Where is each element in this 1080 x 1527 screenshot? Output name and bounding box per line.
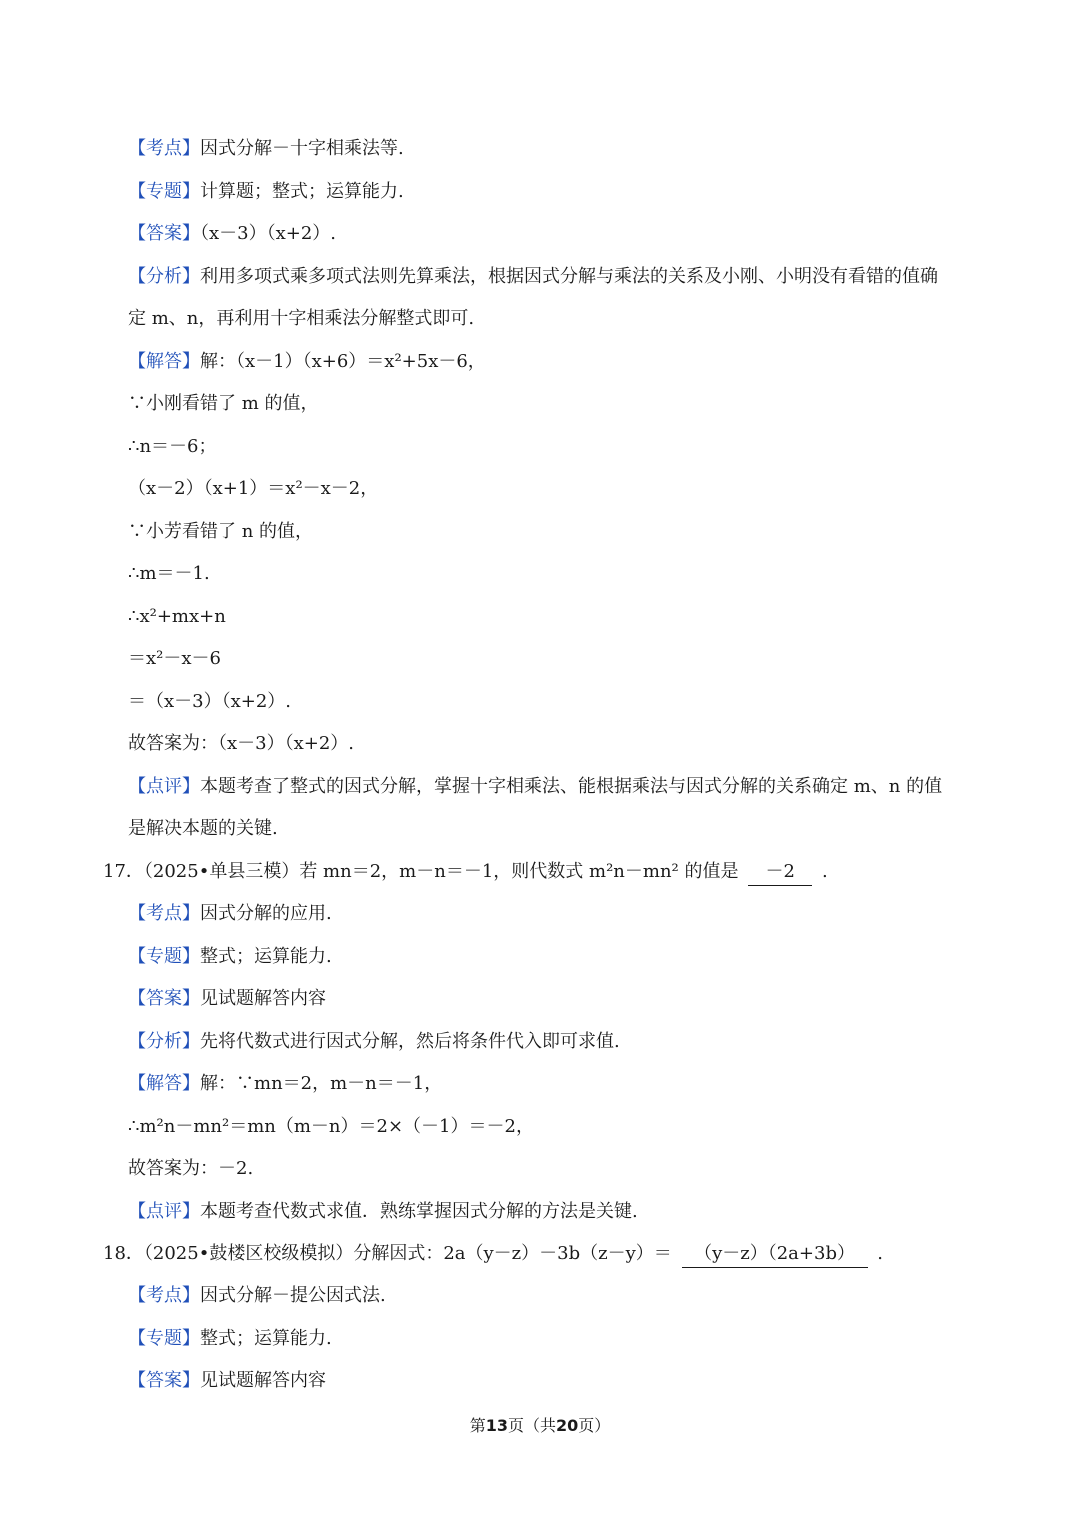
line-text: ＝x²－x－6 <box>128 648 221 669</box>
line-text: 本题考查了整式的因式分解，掌握十字相乘法、能根据乘法与因式分解的关系确定 m、n 的值 <box>200 776 943 797</box>
footer-mid: 页（共 <box>507 1416 556 1435</box>
question-end: . <box>877 1243 883 1264</box>
line-text: 整式；运算能力. <box>200 946 332 967</box>
doc-line <box>128 262 938 292</box>
question-end: . <box>821 861 828 882</box>
section-tag: 【考点】 <box>128 903 200 924</box>
doc-line <box>128 644 221 674</box>
section-tag: 【解答】 <box>128 1073 200 1094</box>
section-tag: 【专题】 <box>128 1328 200 1349</box>
line-text: 见试题解答内容 <box>200 1370 326 1391</box>
section-tag: 【专题】 <box>128 946 200 967</box>
doc-line <box>128 984 326 1014</box>
question-stem: 18．（2025•鼓楼区校级模拟）分解因式：2a（y－z）－3b（z－y）＝ <box>103 1243 672 1264</box>
line-text: 见试题解答内容 <box>200 988 326 1009</box>
doc-line <box>128 602 226 632</box>
line-text: 因式分解－提公因式法. <box>200 1285 386 1306</box>
doc-line <box>128 347 486 377</box>
line-text: 故答案为：（x－3）（x+2）. <box>128 733 355 754</box>
section-tag: 【点评】 <box>128 1201 200 1222</box>
section-tag: 【点评】 <box>128 776 200 797</box>
page-number: 13 <box>485 1416 508 1435</box>
section-tag: 【分析】 <box>128 1031 200 1052</box>
doc-line <box>128 134 404 164</box>
doc-line <box>128 687 291 717</box>
line-text: （x－3）（x+2）. <box>200 223 337 244</box>
doc-line <box>128 942 332 972</box>
question-stem: 17．（2025•单县三模）若 mn＝2，m－n＝－1，则代数式 m²n－mn² 的值是 <box>103 861 739 882</box>
line-text: ∴n＝－6； <box>128 436 217 457</box>
line-text: ∴m＝－1. <box>128 563 210 584</box>
line-text: 本题考查代数式求值．熟练掌握因式分解的方法是关键. <box>200 1201 638 1222</box>
answer-blank: （y－z）（2a+3b） <box>682 1241 868 1268</box>
doc-line <box>128 432 217 462</box>
line-text: 因式分解－十字相乘法等. <box>200 138 404 159</box>
doc-line <box>128 1324 332 1354</box>
page-total: 20 <box>556 1416 579 1435</box>
line-text: 计算题；整式；运算能力. <box>200 181 404 202</box>
line-text: ∴x²+mx+n <box>128 606 226 627</box>
doc-line <box>128 177 404 207</box>
doc-line <box>128 474 378 504</box>
line-text: ＝（x－3）（x+2）. <box>128 691 292 712</box>
line-text: 先将代数式进行因式分解，然后将条件代入即可求值. <box>200 1031 620 1052</box>
section-tag: 【解答】 <box>128 351 200 372</box>
question-18 <box>103 1239 883 1269</box>
footer-suffix: 页） <box>578 1416 611 1435</box>
line-text: 利用多项式乘多项式法则先算乘法，根据因式分解与乘法的关系及小刚、小明没有看错的值确 <box>200 266 938 287</box>
section-tag: 【答案】 <box>128 988 200 1009</box>
doc-line <box>128 1154 253 1184</box>
line-text: （x－2）（x+1）＝x²－x－2， <box>128 478 379 499</box>
doc-line <box>128 1366 326 1396</box>
section-tag: 【考点】 <box>128 1285 200 1306</box>
doc-line <box>128 772 942 802</box>
footer-prefix: 第 <box>469 1416 486 1435</box>
doc-line <box>128 814 278 844</box>
doc-line <box>128 517 313 547</box>
doc-line <box>128 1112 534 1142</box>
doc-line <box>128 1197 638 1227</box>
doc-line <box>128 389 319 419</box>
section-tag: 【专题】 <box>128 181 200 202</box>
doc-line <box>128 219 336 249</box>
doc-line <box>128 304 474 334</box>
line-text: ∴m²n－mn²＝mn（m－n）＝2×（－1）＝－2， <box>128 1116 534 1137</box>
line-text: 因式分解的应用. <box>200 903 332 924</box>
section-tag: 【答案】 <box>128 223 200 244</box>
doc-line <box>128 1069 442 1099</box>
line-text: 解：（x－1）（x+6）＝x²+5x－6， <box>200 351 486 372</box>
section-tag: 【答案】 <box>128 1370 200 1391</box>
line-text: 解：∵mn＝2，m－n＝－1， <box>200 1073 443 1094</box>
doc-line <box>128 1281 386 1311</box>
line-text: 整式；运算能力. <box>200 1328 332 1349</box>
section-tag: 【考点】 <box>128 138 200 159</box>
doc-line <box>128 559 210 589</box>
doc-line <box>128 1027 620 1057</box>
doc-line <box>128 729 354 759</box>
page-footer <box>0 1414 1080 1438</box>
section-tag: 【分析】 <box>128 266 200 287</box>
answer-blank: －2 <box>748 859 812 886</box>
doc-line <box>128 899 332 929</box>
line-text: 定 m、n，再利用十字相乘法分解整式即可. <box>128 308 475 329</box>
line-text: ∵小刚看错了 m 的值， <box>128 393 319 414</box>
line-text: ∵小芳看错了 n 的值， <box>128 521 314 542</box>
question-17 <box>103 857 828 887</box>
line-text: 是解决本题的关键. <box>128 818 278 839</box>
line-text: 故答案为：－2. <box>128 1158 254 1179</box>
